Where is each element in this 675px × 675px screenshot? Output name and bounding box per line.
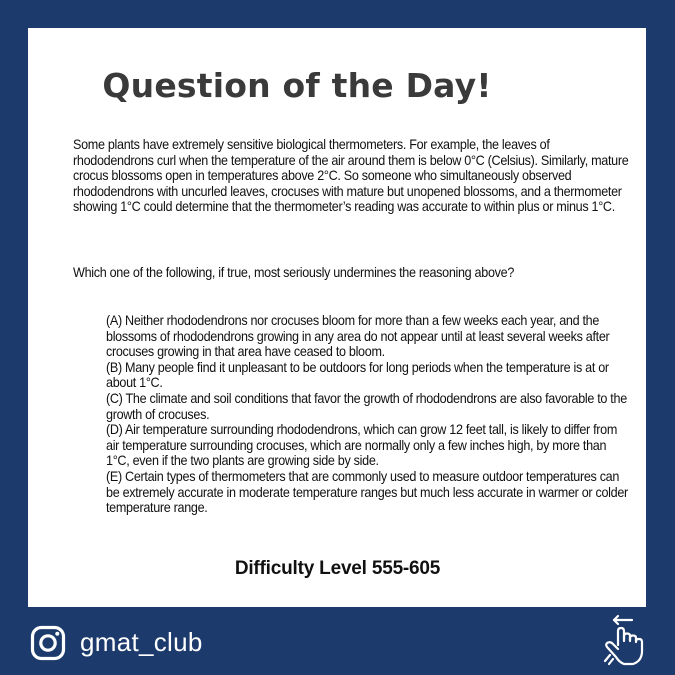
choice-a[interactable]: (A) Neither rhododendrons nor crocuses bloom for more than a few weeks each year, and the blossoms of rhododendrons growing in any area do not appear until at least several weeks after crocuses growing in that area have ceased to bloom.	[106, 312, 610, 360]
choice-c[interactable]: (C) The climate and soil conditions that favor the growth of rhododendrons are also favorable to the growth of crocuses.	[106, 389, 627, 422]
swipe-hand-icon	[598, 611, 646, 667]
passage-text: Some plants have extremely sensitive biological thermometers. For example, the leaves of rhododendrons curl when the temperature of the air around them is below 0°C (Celsius). Similarly, mature crocus blossoms open in temperatures above 2°C. So someone who simultaneously observed rhododendrons with uncurled leaves, crocuses with mature but unopened blossoms, and a thermometer showing 1°C could determine that the thermometer’s reading was accurate to within plus or minus 1°C.	[73, 136, 629, 215]
page-title: Question of the Day!	[102, 66, 492, 105]
answer-choices	[106, 313, 628, 516]
difficulty-level: Difficulty Level 555-605	[234, 558, 441, 579]
question-stem: Which one of the following, if true, most seriously undermines the reasoning above?	[73, 264, 515, 280]
instagram-icon[interactable]	[30, 625, 66, 661]
social-handle[interactable]: gmat_club	[80, 627, 203, 657]
footer-bar	[0, 607, 675, 675]
choice-e[interactable]: (E) Certain types of thermometers that are commonly used to measure outdoor temperatures can be extremely accurate in moderate temperature ranges but much less accurate in warmer or colder temperature range.	[106, 467, 628, 516]
choice-d[interactable]: (D) Air temperature surrounding rhododendrons, which can grow 12 feet tall, is likely to differ from air temperature surrounding crocuses, which are normally only a few inches high, by more than 1°C, even if the two plants are growing side by side.	[106, 421, 618, 469]
choice-b[interactable]: (B) Many people find it unpleasant to be outdoors for long periods when the temperature is at or about 1°C.	[106, 358, 609, 391]
